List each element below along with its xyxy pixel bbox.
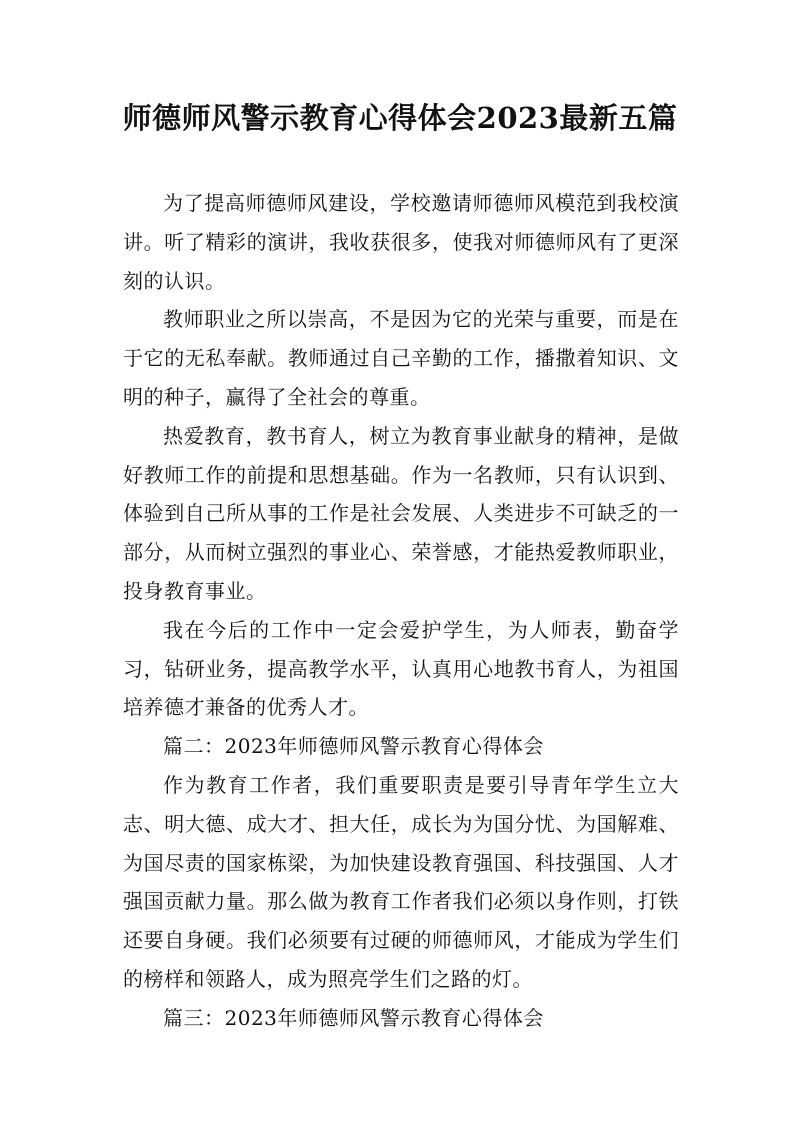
document-body — [123, 184, 679, 1038]
paragraph-intro: 为了提高师德师风建设，学校邀请师德师风模范到我校演讲。听了精彩的演讲，我收获很多，使我对师德师风有了更深刻的认识。 — [123, 191, 679, 293]
paragraph-educator-duty: 作为教育工作者，我们重要职责是要引导青年学生立大志、明大德、成大才、担大任，成长为为国分忧、为国解难、为国尽责的国家栋梁，为加快建设教育强国、科技强国、人才强国贡献力量。那么做为教育工作者我们必须以身作则，打铁还要自身硬。我们必须要有过硬的师德师风，才能成为学生们的榜样和领路人，成为照亮学生们之路的灯。 — [123, 772, 679, 991]
section-heading-part-two: 篇二：2023年师德师风警示教育心得体会 — [163, 734, 544, 759]
document-title: 师德师风警示教育心得体会2023最新五篇 — [122, 101, 678, 135]
paragraph-love-education: 热爱教育，教书育人，树立为教育事业献身的精神，是做好教师工作的前提和思想基础。作为一名教师，只有认识到、体验到自己所从事的工作是社会发展、人类进步不可缺乏的一部分，从而树立强烈的事业心、荣誉感，才能热爱教师职业，投身教育事业。 — [123, 423, 679, 603]
section-heading-part-three: 篇三：2023年师德师风警示教育心得体会 — [163, 1005, 544, 1030]
paragraph-future-work: 我在今后的工作中一定会爱护学生，为人师表，勤奋学习，钻研业务，提高教学水平，认真用心地教书育人，为祖国培养德才兼备的优秀人才。 — [123, 617, 679, 720]
paragraph-teacher-career: 教师职业之所以崇高，不是因为它的光荣与重要，而是在于它的无私奉献。教师通过自己辛勤的工作，播撒着知识、文明的种子，赢得了全社会的尊重。 — [123, 307, 679, 409]
